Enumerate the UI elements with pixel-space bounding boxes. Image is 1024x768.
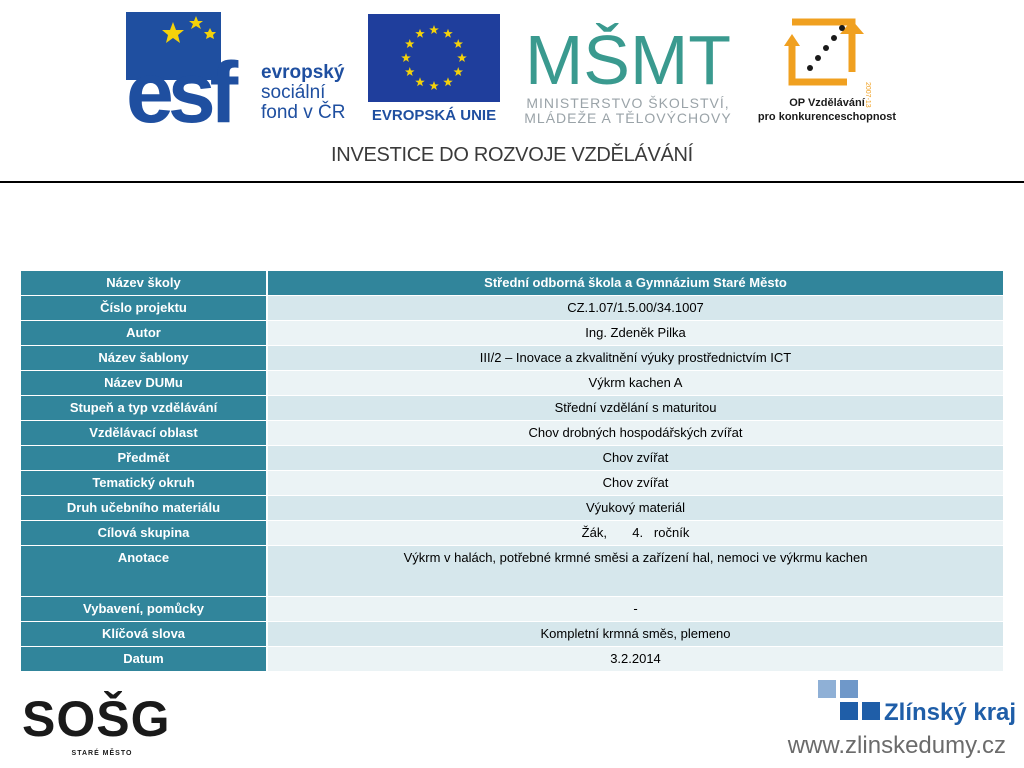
row-value: Výukový materiál xyxy=(267,496,1003,521)
table-row xyxy=(21,471,1003,496)
row-label: Druh učebního materiálu xyxy=(21,496,267,521)
row-label: Anotace xyxy=(21,546,267,597)
table-row xyxy=(21,446,1003,471)
row-label: Předmět xyxy=(21,446,267,471)
eu-star-icon xyxy=(415,29,425,38)
table-row xyxy=(21,421,1003,446)
eu-star-icon xyxy=(405,67,415,76)
eu-star-icon xyxy=(429,81,439,90)
table-row xyxy=(21,321,1003,346)
row-label: Cílová skupina xyxy=(21,521,267,546)
row-label: Datum xyxy=(21,647,267,672)
row-value: Chov zvířat xyxy=(267,446,1003,471)
eu-star-icon xyxy=(429,25,439,34)
row-label: Vzdělávací oblast xyxy=(21,421,267,446)
msmt-mark: MŠMT xyxy=(524,21,732,99)
row-value: Chov drobných hospodářských zvířat xyxy=(267,421,1003,446)
row-value: Žák, 4. ročník xyxy=(267,521,1003,546)
row-value: III/2 – Inovace a zkvalitnění výuky prostřednictvím ICT xyxy=(267,346,1003,371)
eu-star-icon xyxy=(405,39,415,48)
eu-star-icon xyxy=(457,53,467,62)
header-divider xyxy=(0,181,1024,183)
eu-logo xyxy=(368,14,500,124)
row-label: Číslo projektu xyxy=(21,296,267,321)
op-years: 2007-13 xyxy=(864,82,871,108)
table-row xyxy=(21,496,1003,521)
table-row xyxy=(21,396,1003,421)
row-label: Klíčová slova xyxy=(21,622,267,647)
row-value: Ing. Zdeněk Pilka xyxy=(267,321,1003,346)
row-value: CZ.1.07/1.5.00/34.1007 xyxy=(267,296,1003,321)
eu-star-icon xyxy=(454,39,464,48)
table-row xyxy=(21,296,1003,321)
row-label: Tematický okruh xyxy=(21,471,267,496)
eu-star-icon xyxy=(415,77,425,86)
eu-star-icon xyxy=(454,67,464,76)
row-label: Název DUMu xyxy=(21,371,267,396)
table-row xyxy=(21,597,1003,622)
row-label: Stupeň a typ vzdělávání xyxy=(21,396,267,421)
school-logo-subtitle: STARÉ MĚSTO xyxy=(71,750,133,757)
header-tagline: INVESTICE DO ROZVOJE VZDĚLÁVÁNÍ xyxy=(331,144,693,166)
row-value: - xyxy=(267,597,1003,622)
table-row xyxy=(21,647,1003,672)
info-table xyxy=(21,271,1003,672)
esf-wordmark: esf xyxy=(126,45,233,141)
zlinsky-kraj-logo xyxy=(818,680,1017,726)
row-value: Výkrm v halách, potřebné krmné směsi a zařízení hal, nemoci ve výkrmu kachen xyxy=(267,546,1003,597)
msmt-label xyxy=(512,96,744,126)
table-row xyxy=(21,521,1003,546)
op-line1: OP Vzdělávání xyxy=(789,97,865,109)
esf-line2: sociální xyxy=(261,82,326,103)
row-label: Název šablony xyxy=(21,346,267,371)
table-row xyxy=(21,371,1003,396)
row-value: 3.2.2014 xyxy=(267,647,1003,672)
row-label: Název školy xyxy=(21,271,267,296)
row-value: Kompletní krmná směs, plemeno xyxy=(267,622,1003,647)
eu-star-icon xyxy=(401,53,411,62)
op-logo xyxy=(752,12,902,124)
eu-flag-icon xyxy=(368,14,500,102)
eu-star-icon xyxy=(443,29,453,38)
esf-line3: fond v ČR xyxy=(261,102,346,123)
row-value: Střední odborná škola a Gymnázium Staré Město xyxy=(267,271,1003,296)
esf-text xyxy=(261,63,345,123)
esf-line1: evropský xyxy=(261,62,345,83)
school-logo xyxy=(22,690,182,760)
row-value: Chov zvířat xyxy=(267,471,1003,496)
zlinsky-kraj-label: Zlínský kraj xyxy=(884,699,1017,726)
msmt-line2: MLÁDEŽE A TĚLOVÝCHOVY xyxy=(524,110,732,126)
op-label xyxy=(752,96,902,124)
row-value: Výkrm kachen A xyxy=(267,371,1003,396)
school-logo-word: SOŠG xyxy=(22,691,171,747)
zlinsky-kraj-squares-icon xyxy=(818,680,880,724)
table-row xyxy=(21,546,1003,597)
row-value: Střední vzdělání s maturitou xyxy=(267,396,1003,421)
eu-star-icon xyxy=(443,77,453,86)
esf-logo xyxy=(126,12,356,141)
row-label: Vybavení, pomůcky xyxy=(21,597,267,622)
msmt-mark-icon xyxy=(512,12,744,99)
site-url[interactable]: www.zlinskedumy.cz xyxy=(787,732,1006,759)
msmt-logo xyxy=(512,12,744,124)
table-row xyxy=(21,271,1003,296)
msmt-line1: MINISTERSTVO ŠKOLSTVÍ, xyxy=(526,95,730,111)
op-line2: pro konkurenceschopnost xyxy=(757,111,897,123)
table-row xyxy=(21,346,1003,371)
eu-label: EVROPSKÁ UNIE xyxy=(371,107,497,124)
row-label: Autor xyxy=(21,321,267,346)
table-row xyxy=(21,622,1003,647)
